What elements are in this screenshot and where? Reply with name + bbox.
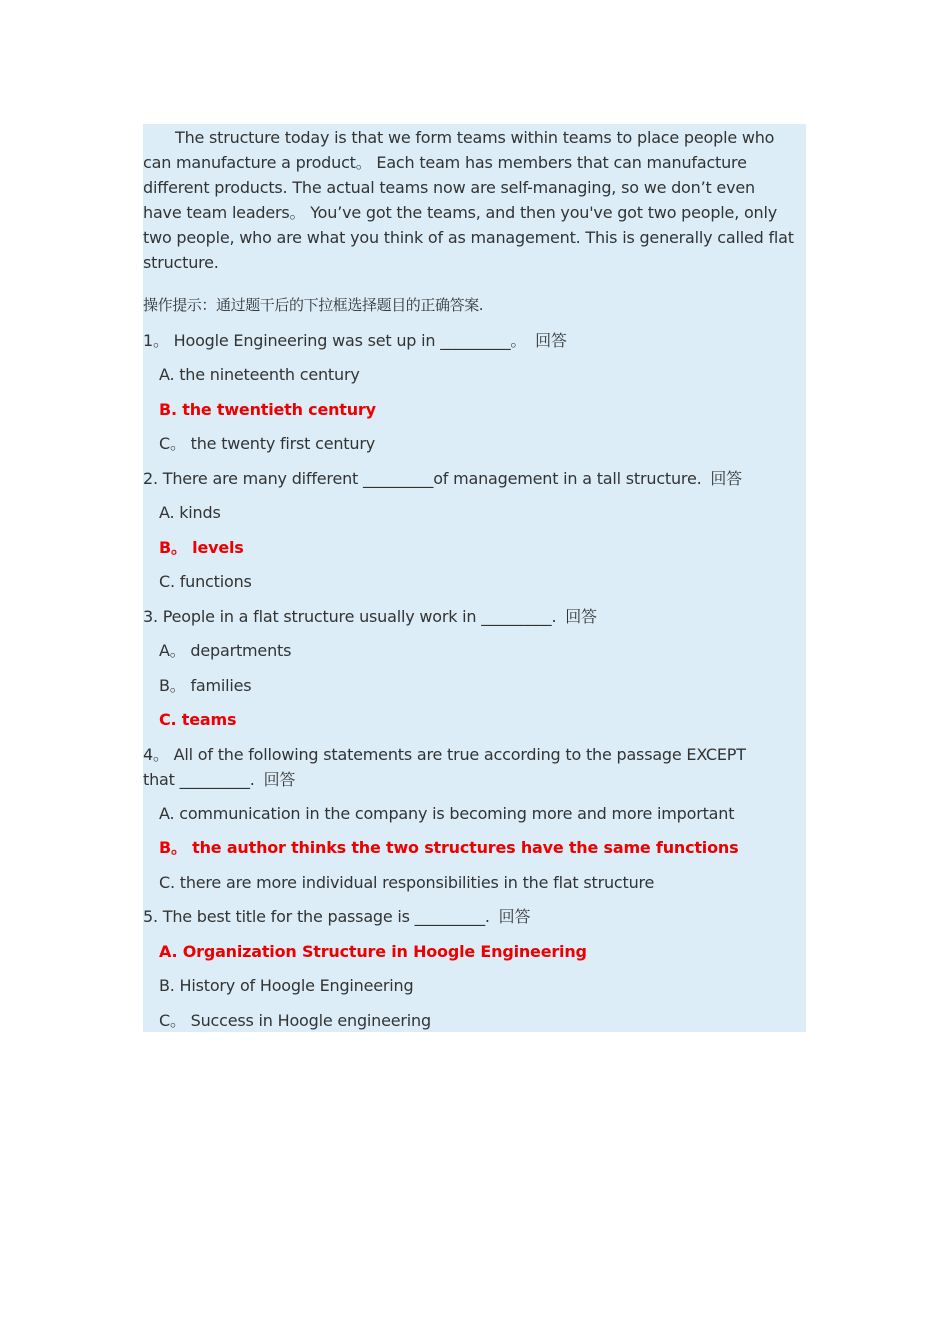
question-5-option-c: C。 Success in Hoogle engineering — [159, 1011, 431, 1030]
question-2-option-b-correct: B。 levels — [159, 538, 244, 557]
question-1-text: 1。 Hoogle Engineering was set up in _________。 — [143, 331, 527, 350]
question-4-text: 4。 All of the following statements are true according to the passage EXCEPT that _________. — [143, 745, 746, 789]
question-3-text: 3. People in a flat structure usually work in _________. — [143, 607, 557, 626]
reading-passage: The structure today is that we form teams within teams to place people who can manufacture a product。 Each team has members that can manufacture different products. The actual teams now are self-managing, so we don’t even have team leaders。 You’ve got the teams, and then you've got two people, only two people, who are what you think of as management. This is generally called flat structure. — [143, 128, 794, 272]
question-5-stem — [143, 904, 806, 929]
question-2-option-a: A. kinds — [159, 503, 221, 522]
question-4-answer-dropdown[interactable]: 回答 — [263, 770, 296, 789]
question-2-text: 2. There are many different _________of management in a tall structure. — [143, 469, 702, 488]
quiz-panel — [143, 124, 806, 1032]
question-5-answer-dropdown[interactable]: 回答 — [498, 907, 531, 926]
question-2-answer-dropdown[interactable]: 回答 — [710, 469, 742, 488]
question-4-option-b-correct: B。 the author thinks the two structures have the same functions — [159, 838, 739, 857]
question-1-option-b-correct: B. the twentieth century — [159, 400, 376, 419]
question-1-option-a: A. the nineteenth century — [159, 365, 360, 384]
question-1-option-c: C。 the twenty first century — [159, 434, 375, 453]
instruction-hint: 操作提示：通过题干后的下拉框选择题目的正确答案. — [143, 296, 484, 314]
question-4-option-c: C. there are more individual responsibilities in the flat structure — [159, 873, 655, 892]
question-1-answer-dropdown[interactable]: 回答 — [535, 331, 567, 350]
question-3-option-c-correct: C. teams — [159, 710, 237, 729]
question-3-option-a: A。 departments — [159, 641, 292, 660]
question-5-option-b: B. History of Hoogle Engineering — [159, 976, 414, 995]
question-3-stem — [143, 604, 806, 629]
question-4-option-a: A. communication in the company is becoming more and more important — [159, 804, 735, 823]
question-2-option-c: C. functions — [159, 572, 252, 591]
question-2-stem — [143, 466, 806, 491]
question-3-answer-dropdown[interactable]: 回答 — [565, 607, 597, 626]
question-4-stem — [143, 742, 806, 792]
question-3-option-b: B。 families — [159, 676, 252, 695]
question-5-option-a-correct: A. Organization Structure in Hoogle Engineering — [159, 942, 587, 961]
question-5-text: 5. The best title for the passage is _________. — [143, 907, 490, 926]
question-1-stem — [143, 328, 806, 353]
